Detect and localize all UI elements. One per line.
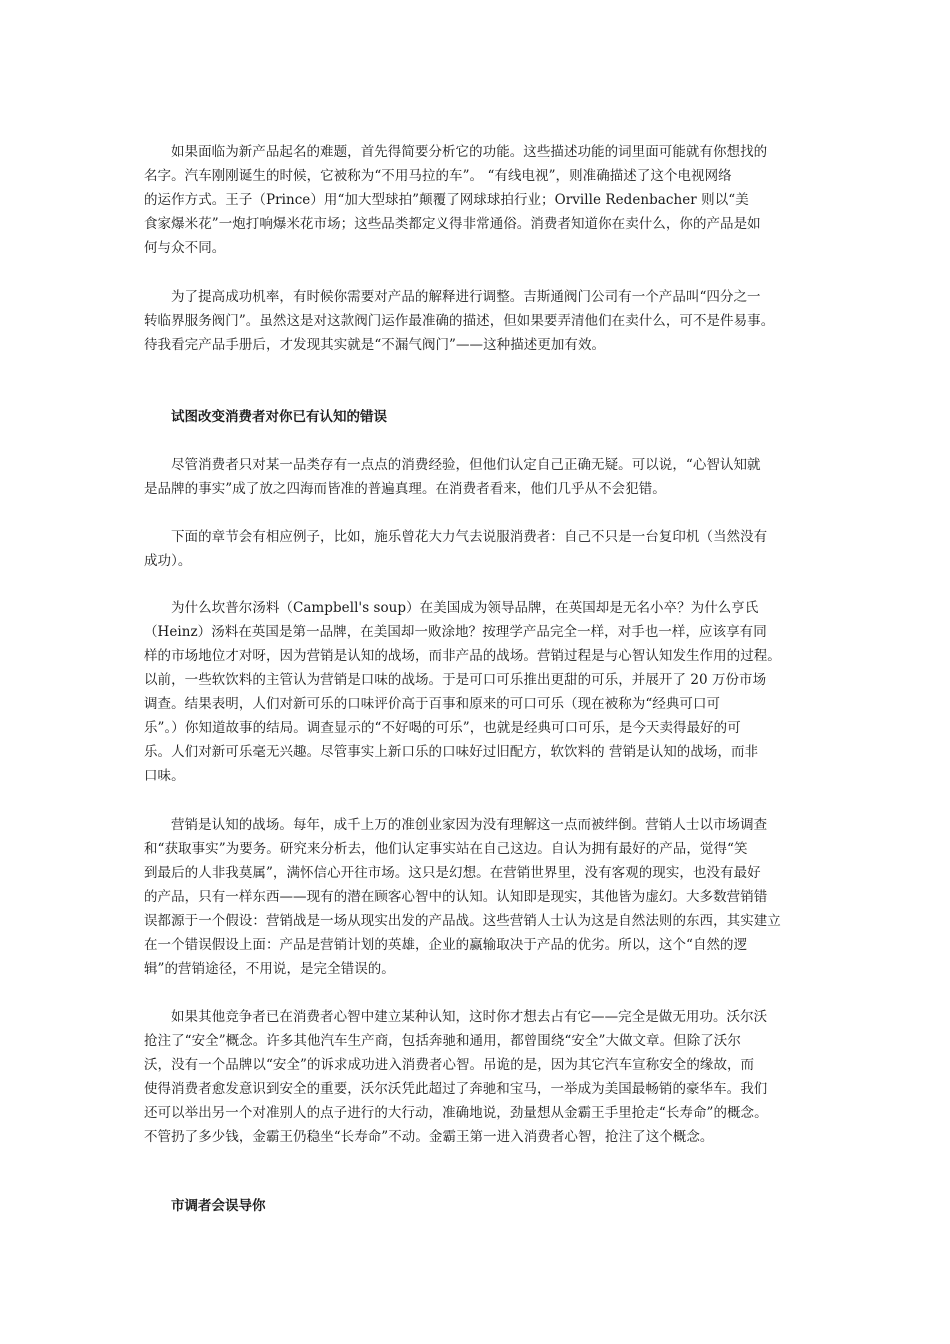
text-line: 乐。人们对新可乐毫无兴趣。尽管事实上新口乐的口味好过旧配方，软饮料的 营销是认知的战场，而非 [144, 744, 759, 760]
text-line: 抢注了“安全”概念。许多其他汽车生产商，包括奔驰和通用，都曾围绕“安全”大做文章。但除了沃尔 [144, 1033, 741, 1049]
text-line: 口味。 [144, 768, 185, 784]
text-line: 如果面临为新产品起名的难题，首先得简要分析它的功能。这些描述功能的词里面可能就有你想找的 [171, 144, 768, 160]
text-line: 样的市场地位才对呀，因为营销是认知的战场，而非产品的战场。营销过程是与心智认知发生作用的过程。 [144, 648, 781, 664]
text-line: 和“获取事实”为要务。研究来分析去，他们认定事实站在自己这边。自认为拥有最好的产品，觉得“笑 [144, 841, 748, 857]
text-line: 为什么坎普尔汤料（Campbell's soup）在美国成为领导品牌，在英国却是无名小卒？为什么亨氏 [171, 600, 759, 616]
text-line: 的运作方式。王子（Prince）用“加大型球拍”颠覆了网球球拍行业；Orville Redenbacher 则以“美 [144, 192, 749, 208]
text-line: 名字。汽车刚刚诞生的时候，它被称为“不用马拉的车”。 “有线电视”，则准确描述了这个电视网络 [144, 168, 732, 184]
text-line: 是品牌的事实”成了放之四海而皆准的普遍真理。在消费者看来，他们几乎从不会犯错。 [144, 481, 666, 497]
text-line: 下面的章节会有相应例子，比如，施乐曾花大力气去说服消费者：自己不只是一台复印机（当然没有 [171, 529, 768, 545]
paragraph-valve-description [144, 285, 774, 357]
text-line: 如果其他竞争者已在消费者心智中建立某种认知，这时你才想去占有它——完全是做无用功。沃尔沃 [171, 1009, 768, 1025]
paragraph-soup-cola [144, 596, 781, 788]
text-line: 不管扔了多少钱，金霸王仍稳坐“长寿命”不动。金霸王第一进入消费者心智，抢注了这个概念。 [144, 1129, 714, 1145]
text-line: 辑”的营销途径，不用说，是完全错误的。 [144, 961, 395, 977]
section-heading: 市调者会误导你 [171, 1198, 266, 1214]
text-line: 何与众不同。 [144, 240, 226, 256]
text-line: 在一个错误假设上面：产品是营销计划的英雄，企业的赢输取决于产品的优劣。所以，这个“自然的逻 [144, 937, 748, 953]
paragraph-perception-battle [144, 813, 781, 981]
text-line: 到最后的人非我莫属”，满怀信心开往市场。这只是幻想。在营销世界里，没有客观的现实，也没有最好 [144, 865, 761, 881]
paragraph-consumer-belief [144, 453, 761, 501]
paragraph-xerox-example [144, 525, 767, 573]
text-line: 沃，没有一个品牌以“安全”的诉求成功进入消费者心智。吊诡的是，因为其它汽车宣称安全的缘故，而 [144, 1057, 755, 1073]
text-line: 以前，一些软饮料的主管认为营销是口味的战场。于是可口可乐推出更甜的可乐，并展开了 20 万份市场 [144, 672, 767, 688]
text-line: 的产品，只有一样东西——现有的潜在顾客心智中的认知。认知即是现实，其他皆为虚幻。大多数营销错 [144, 889, 768, 905]
text-line: 食家爆米花”一炮打响爆米花市场；这些品类都定义得非常通俗。消费者知道你在卖什么，你的产品是如 [144, 216, 761, 232]
section-heading: 试图改变消费者对你已有认知的错误 [171, 409, 387, 425]
text-line: 营销是认知的战场。每年，成千上万的准创业家因为没有理解这一点而被绊倒。营销人士以市场调查 [171, 817, 768, 833]
paragraph-naming-function [144, 140, 767, 260]
text-line: 使得消费者愈发意识到安全的重要，沃尔沃凭此超过了奔驰和宝马，一举成为美国最畅销的豪华车。我们 [144, 1081, 768, 1097]
text-line: 待我看完产品手册后，才发现其实就是“不漏气阀门”——这种描述更加有效。 [144, 337, 606, 353]
text-line: 还可以举出另一个对准别人的点子进行的大行动，准确地说，劲量想从金霸王手里抢走“长寿命”的概念。 [144, 1105, 768, 1121]
paragraph-volvo-safety [144, 1005, 768, 1149]
text-line: 调查。结果表明，人们对新可乐的口味评价高于百事和原来的可口可乐（现在被称为“经典可口可 [144, 696, 721, 712]
text-line: 尽管消费者只对某一品类存有一点点的消费经验，但他们认定自己正确无疑。可以说，“心智认知就 [171, 457, 761, 473]
text-line: 为了提高成功机率，有时候你需要对产品的解释进行调整。吉斯通阀门公司有一个产品叫“四分之一 [171, 289, 761, 305]
text-line: （Heinz）汤料在英国是第一品牌，在美国却一败涂地？按理学产品完全一样，对手也一样，应该享有同 [144, 624, 767, 640]
text-line: 乐”。）你知道故事的结局。调查显示的“不好喝的可乐”，也就是经典可口可乐，是今天卖得最好的可 [144, 720, 741, 736]
text-line: 成功）。 [144, 553, 192, 569]
text-line: 误都源于一个假设：营销战是一场从现实出发的产品战。这些营销人士认为这是自然法则的东西，其实建立 [144, 913, 781, 929]
text-line: 转临界服务阀门”。虽然这是对这款阀门运作最准确的描述，但如果要弄清他们在卖什么，可不是件易事。 [144, 313, 775, 329]
